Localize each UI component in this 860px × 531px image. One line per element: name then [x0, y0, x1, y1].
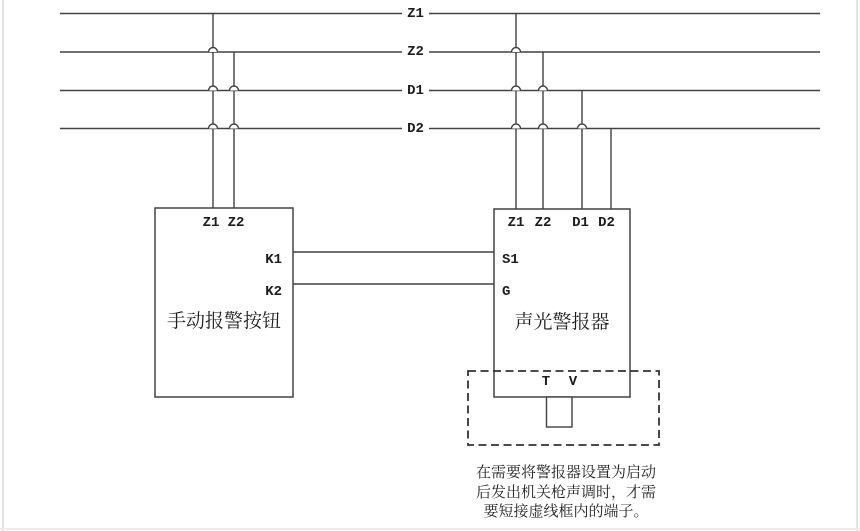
- page-edge-left: [2, 0, 4, 531]
- tv-short-link: [547, 397, 573, 427]
- hop-arc: [512, 86, 521, 91]
- right-device-terminal-z1: Z1: [507, 215, 525, 231]
- right-device-terminal-d1: D1: [572, 215, 589, 231]
- hop-arc: [209, 86, 218, 91]
- hop-arc: [230, 86, 239, 91]
- hop-arc: [209, 124, 218, 129]
- right-device-terminal-v: V: [568, 374, 578, 390]
- bus-label-z2: Z2: [402, 44, 429, 60]
- hop-arc: [230, 124, 239, 129]
- bus-label-d1: D1: [402, 83, 429, 99]
- hop-arc: [539, 124, 548, 129]
- page-edge-bottom: [0, 528, 860, 530]
- hop-arc: [512, 48, 521, 53]
- right-device-terminal-g: G: [502, 284, 511, 300]
- footnote-line-2: 后发出机关枪声调时，才需: [475, 483, 656, 501]
- left-device-terminal-z2: Z2: [227, 215, 245, 231]
- left-device-title: 手动报警按钮: [166, 311, 281, 332]
- right-device-terminal-t: T: [541, 374, 551, 390]
- right-device-terminal-d2: D2: [598, 215, 615, 231]
- left-device-terminal-k2: K2: [265, 284, 282, 300]
- hop-arc: [578, 124, 587, 129]
- left-device-box: [155, 208, 293, 397]
- footnote-line-1: 在需要将警报器设置为启动: [475, 464, 656, 481]
- footnote: [450, 463, 682, 522]
- bus-label-d2: D2: [402, 121, 429, 137]
- left-device-terminal-k1: K1: [265, 252, 282, 268]
- footnote-line-3: 要短接虚线框内的端子。: [483, 503, 649, 520]
- hop-arc: [512, 124, 521, 129]
- right-device-terminal-z2: Z2: [534, 215, 552, 231]
- right-device-title: 声光警报器: [514, 312, 610, 333]
- hop-arc: [209, 48, 218, 53]
- page-edge-right: [856, 0, 858, 531]
- right-device-box: [494, 209, 630, 397]
- left-device-terminal-z1: Z1: [202, 215, 220, 231]
- bus-label-z1: Z1: [402, 6, 429, 22]
- right-device-terminal-s1: S1: [502, 252, 519, 268]
- hop-arc: [539, 86, 548, 91]
